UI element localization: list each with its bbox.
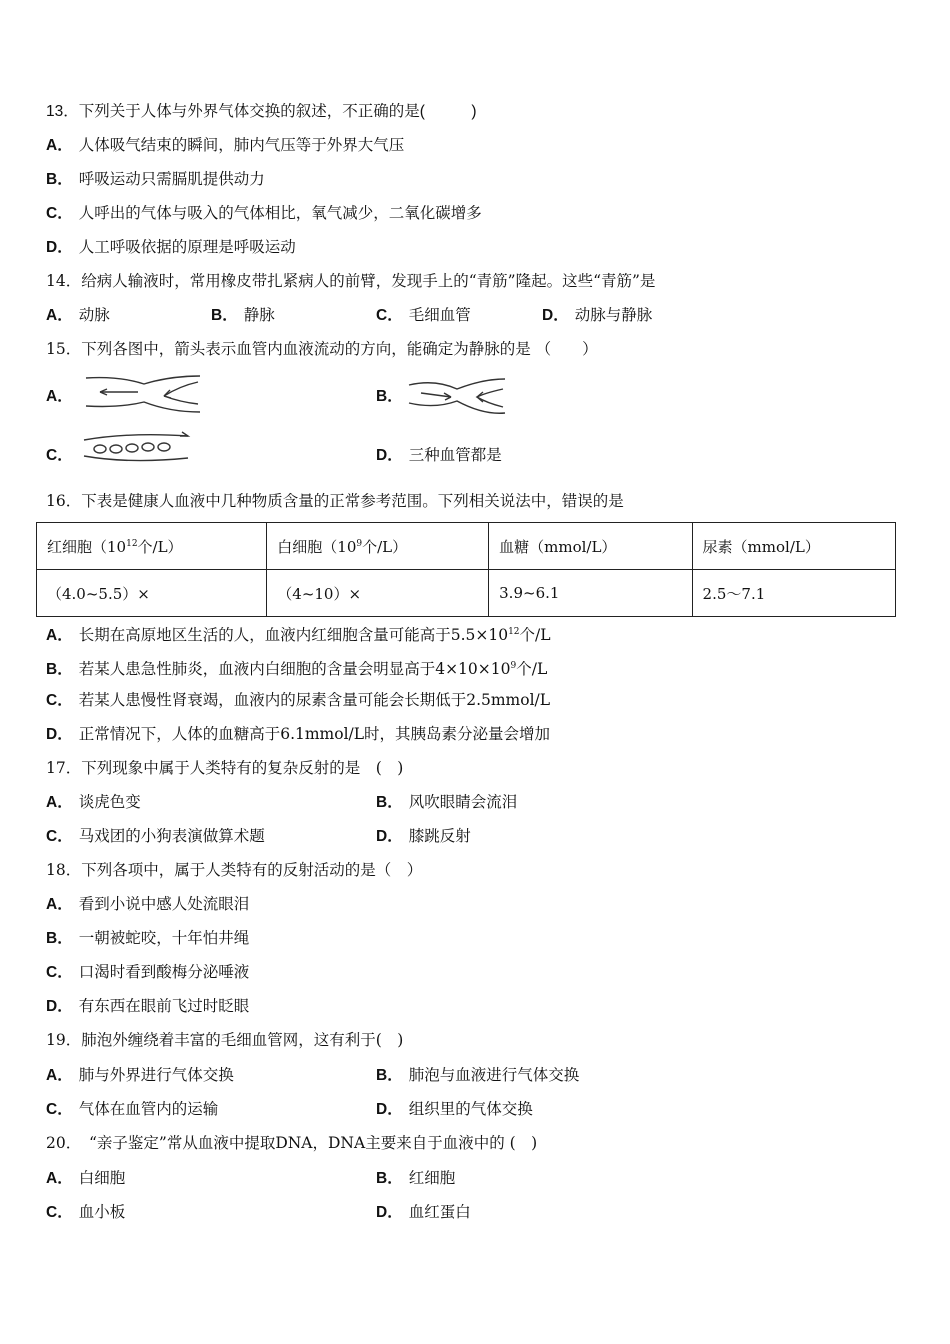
table-header-cell bbox=[267, 523, 489, 570]
option-label: D． bbox=[46, 726, 73, 743]
option-text: 谈虎色变 bbox=[78, 793, 141, 811]
header-text: 尿素（mmol/L） bbox=[702, 537, 820, 556]
option-label: B． bbox=[376, 1067, 403, 1084]
q19-option-c bbox=[46, 1099, 218, 1120]
option-label: C． bbox=[46, 692, 73, 709]
option-text: 个/L bbox=[519, 626, 551, 645]
option-label: A． bbox=[46, 896, 73, 913]
q16-option-b bbox=[46, 656, 547, 680]
q13-option-c bbox=[46, 203, 482, 224]
table-header-cell bbox=[37, 523, 267, 570]
q13-option-b bbox=[46, 169, 265, 190]
table-header-cell bbox=[692, 523, 895, 570]
option-text: 个/L bbox=[516, 660, 548, 679]
q14-option-a bbox=[46, 305, 110, 326]
option-text: 人体吸气结束的瞬间，肺内气压等于外界大气压 bbox=[78, 136, 405, 154]
q20-option-c bbox=[46, 1202, 125, 1223]
option-label: C． bbox=[46, 828, 73, 845]
option-label: A． bbox=[46, 307, 73, 324]
option-label: D． bbox=[46, 998, 73, 1015]
q17-option-c bbox=[46, 826, 265, 847]
option-label: B． bbox=[46, 661, 73, 679]
header-text: 白细胞（10 bbox=[277, 537, 357, 556]
option-label: D． bbox=[376, 1204, 403, 1221]
q15-option-d bbox=[376, 445, 502, 466]
option-label: B． bbox=[46, 171, 73, 188]
header-text: 个/L） bbox=[362, 537, 408, 556]
q15-stem bbox=[46, 339, 598, 359]
table-cell: （4.0~5.5）× bbox=[37, 570, 267, 617]
option-text: 血红蛋白 bbox=[408, 1203, 471, 1221]
q18-option-b bbox=[46, 928, 249, 949]
header-text: 个/L） bbox=[137, 537, 183, 556]
option-text: 人工呼吸依据的原理是呼吸运动 bbox=[78, 238, 296, 256]
q19-stem-text: 19．肺泡外缠绕着丰富的毛细血管网，这有利于( ) bbox=[46, 1031, 404, 1049]
q19-option-a bbox=[46, 1065, 234, 1086]
q13-stem bbox=[46, 101, 477, 122]
option-label: A． bbox=[46, 137, 73, 154]
option-text: 有东西在眼前飞过时眨眼 bbox=[78, 997, 250, 1015]
option-label: B． bbox=[376, 388, 403, 405]
q13-option-d bbox=[46, 237, 296, 258]
q17-stem-text: 17．下列现象中属于人类特有的复杂反射的是 ( ) bbox=[46, 759, 404, 777]
option-label: A． bbox=[46, 388, 73, 405]
header-sup: 12 bbox=[126, 538, 138, 549]
option-text: 长期在高原地区生活的人，血液内红细胞含量可能高于5.5×10 bbox=[78, 626, 509, 645]
option-label: C． bbox=[46, 1204, 73, 1221]
q17-stem bbox=[46, 758, 403, 778]
option-text: 气体在血管内的运输 bbox=[78, 1100, 219, 1118]
q18-option-d bbox=[46, 996, 249, 1017]
reference-range-table bbox=[36, 522, 896, 617]
q19-option-d bbox=[376, 1099, 533, 1120]
option-label: D． bbox=[376, 828, 403, 845]
q13-option-a bbox=[46, 135, 404, 156]
q18-option-c bbox=[46, 962, 249, 983]
option-text: 肺与外界进行气体交换 bbox=[78, 1066, 234, 1084]
vessel-figure-c bbox=[80, 430, 195, 466]
q16-stem bbox=[46, 491, 624, 511]
header-text: 红细胞（10 bbox=[47, 537, 127, 556]
option-sup: 12 bbox=[508, 627, 520, 637]
option-sup: 9 bbox=[510, 661, 517, 671]
table-cell: 2.5～7.1 bbox=[692, 570, 895, 617]
option-text: 血小板 bbox=[78, 1203, 126, 1221]
option-text: 毛细血管 bbox=[408, 306, 471, 324]
option-text: 三种血管都是 bbox=[408, 446, 502, 464]
option-label: C． bbox=[46, 205, 73, 222]
option-label: D． bbox=[542, 307, 569, 324]
option-label: A． bbox=[46, 1170, 73, 1187]
option-label: D． bbox=[376, 1101, 403, 1118]
q18-stem bbox=[46, 860, 422, 880]
table-cell: 3.9~6.1 bbox=[489, 570, 692, 617]
table-cell: （4~10）× bbox=[267, 570, 489, 617]
table-row bbox=[37, 570, 896, 617]
q20-option-a bbox=[46, 1168, 125, 1189]
q14-option-d bbox=[542, 305, 652, 326]
table-header-cell bbox=[489, 523, 692, 570]
q20-stem bbox=[46, 1133, 537, 1153]
vessel-figure-a bbox=[80, 372, 205, 416]
option-text: 静脉 bbox=[243, 306, 275, 324]
option-text: 动脉 bbox=[78, 306, 110, 324]
option-text: 口渴时看到酸梅分泌唾液 bbox=[78, 963, 250, 981]
option-text: 白细胞 bbox=[78, 1169, 126, 1187]
q20-stem-text: 20． “亲子鉴定”常从血液中提取DNA，DNA主要来自于血液中的 ( ) bbox=[46, 1134, 538, 1152]
option-text: 若某人患慢性肾衰竭，血液内的尿素含量可能会长期低于2.5mmol/L bbox=[78, 691, 551, 709]
q15-option-c bbox=[46, 445, 79, 466]
q16-option-d bbox=[46, 724, 550, 745]
q17-option-d bbox=[376, 826, 471, 847]
option-label: C． bbox=[46, 447, 73, 464]
q19-stem bbox=[46, 1030, 403, 1050]
header-text: 血糖（mmol/L） bbox=[499, 537, 617, 556]
option-label: C． bbox=[46, 1101, 73, 1118]
option-text: 肺泡与血液进行气体交换 bbox=[408, 1066, 580, 1084]
option-text: 膝跳反射 bbox=[408, 827, 471, 845]
q14-stem bbox=[46, 271, 655, 291]
option-text: 正常情况下，人体的血糖高于6.1mmol/L时，其胰岛素分泌量会增加 bbox=[78, 725, 551, 743]
q15-option-b bbox=[376, 386, 409, 407]
q14-stem-text: 14．给病人输液时，常用橡皮带扎紧病人的前臂，发现手上的“青筋”隆起。这些“青筋”是 bbox=[46, 272, 656, 290]
header-sup: 9 bbox=[356, 538, 363, 549]
q18-stem-text: 18．下列各项中，属于人类特有的反射活动的是（ ） bbox=[46, 861, 423, 879]
q18-option-a bbox=[46, 894, 249, 915]
q19-option-b bbox=[376, 1065, 579, 1086]
q14-option-c bbox=[376, 305, 471, 326]
table-header-row bbox=[37, 523, 896, 570]
option-text: 一朝被蛇咬，十年怕井绳 bbox=[78, 929, 250, 947]
option-label: A． bbox=[46, 794, 73, 811]
option-text: 看到小说中感人处流眼泪 bbox=[78, 895, 250, 913]
option-label: B． bbox=[46, 930, 73, 947]
q20-option-d bbox=[376, 1202, 471, 1223]
option-text: 马戏团的小狗表演做算术题 bbox=[78, 827, 265, 845]
q16-option-c bbox=[46, 690, 550, 711]
option-label: C． bbox=[46, 964, 73, 981]
option-text: 人呼出的气体与吸入的气体相比，氧气减少，二氧化碳增多 bbox=[78, 204, 482, 222]
q20-option-b bbox=[376, 1168, 455, 1189]
option-text: 动脉与静脉 bbox=[574, 306, 653, 324]
option-text: 若某人患急性肺炎，血液内白细胞的含量会明显高于4×10×10 bbox=[78, 660, 511, 679]
option-label: A． bbox=[46, 1067, 73, 1084]
q13-stem-text: 13．下列关于人体与外界气体交换的叙述，不正确的是( ) bbox=[46, 103, 477, 120]
option-label: B． bbox=[376, 1170, 403, 1187]
option-text: 呼吸运动只需膈肌提供动力 bbox=[78, 170, 265, 188]
q14-option-b bbox=[211, 305, 275, 326]
option-label: B． bbox=[211, 307, 238, 324]
option-label: D． bbox=[376, 447, 403, 464]
q16-option-a bbox=[46, 622, 551, 646]
option-label: A． bbox=[46, 627, 73, 645]
option-label: B． bbox=[376, 794, 403, 811]
q15-option-a bbox=[46, 386, 79, 407]
option-label: D． bbox=[46, 239, 73, 256]
q16-stem-text: 16．下表是健康人血液中几种物质含量的正常参考范围。下列相关说法中，错误的是 bbox=[46, 492, 624, 510]
vessel-figure-b bbox=[405, 375, 510, 417]
q17-option-b bbox=[376, 792, 517, 813]
option-label: C． bbox=[376, 307, 403, 324]
option-text: 风吹眼睛会流泪 bbox=[408, 793, 518, 811]
q17-option-a bbox=[46, 792, 141, 813]
option-text: 红细胞 bbox=[408, 1169, 456, 1187]
option-text: 组织里的气体交换 bbox=[408, 1100, 533, 1118]
q15-stem-text: 15．下列各图中，箭头表示血管内血液流动的方向，能确定为静脉的是 （ ） bbox=[46, 340, 598, 358]
